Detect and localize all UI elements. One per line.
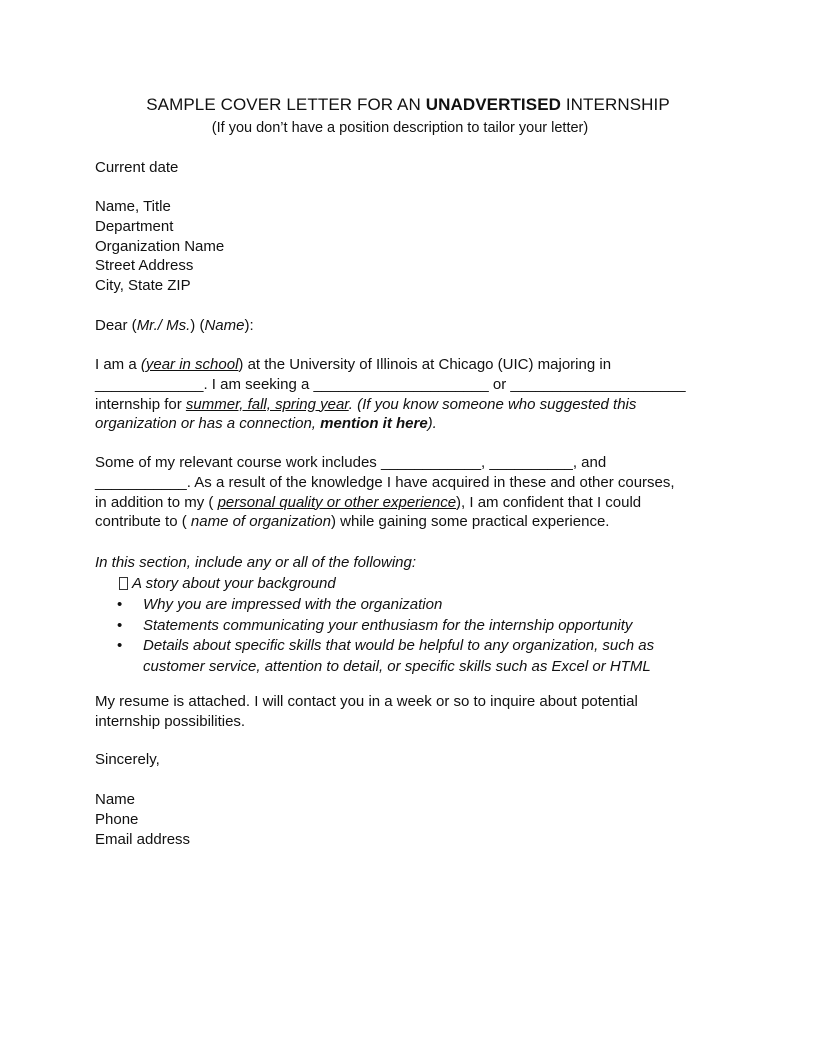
- text: in addition to my (: [95, 493, 218, 511]
- year-in-school-placeholder: (year in school: [140, 356, 239, 373]
- signoff: Sincerely,: [95, 751, 160, 768]
- paragraph-coursework: [95, 453, 675, 532]
- list-item-text: Statements communicating your enthusiasm for the internship opportunity: [143, 616, 633, 634]
- text: I am a: [95, 356, 141, 373]
- signature-line: Phone: [95, 810, 139, 828]
- document-title: [0, 95, 816, 115]
- paragraph-line: [95, 493, 675, 513]
- salutation-honorific: Mr./ Ms.: [136, 317, 191, 334]
- address-line: Name, Title: [95, 198, 171, 215]
- salutation-text: ) (: [190, 317, 205, 334]
- list-item-text: [119, 574, 336, 595]
- title-text-end: INTERNSHIP: [561, 95, 670, 114]
- personal-quality-placeholder: personal quality or other experience: [217, 493, 457, 511]
- address-line: City, State ZIP: [95, 277, 191, 295]
- bullet-icon: •: [117, 616, 123, 634]
- paragraph-line: Some of my relevant course work includes ____________, __________, and: [95, 454, 607, 471]
- text: organization or has a connection,: [95, 415, 321, 433]
- organization-placeholder: name of organization: [190, 513, 331, 531]
- list-item-text: Why you are impressed with the organization: [143, 595, 443, 613]
- date-line: Current date: [95, 159, 179, 176]
- section-intro: In this section, include any or all of the following:: [95, 554, 417, 571]
- missing-glyph-icon: [119, 577, 128, 590]
- signature-line: Email address: [95, 830, 191, 848]
- list-item-text: Details about specific skills that would be helpful to any organization, such as: [143, 637, 655, 655]
- document-subtitle: (If you don’t have a position description to tailor your letter): [211, 120, 589, 136]
- signature-block: [95, 790, 190, 849]
- signature-line: Name: [95, 791, 136, 808]
- paragraph-line: [95, 512, 675, 532]
- text: A story about your background: [132, 575, 336, 592]
- bullet-icon: •: [117, 595, 123, 613]
- salutation: [95, 316, 254, 336]
- paragraph-line: My resume is attached. I will contact you in a week or so to inquire about potential: [95, 693, 638, 710]
- salutation-name: Name: [204, 317, 245, 334]
- paragraph-line: [95, 414, 686, 434]
- mention-emphasis: mention it here: [320, 415, 428, 433]
- paragraph-line: internship possibilities.: [95, 712, 246, 730]
- list-item-text: customer service, attention to detail, or specific skills such as Excel or HTML: [143, 658, 651, 676]
- paragraph-intro: [95, 355, 686, 434]
- bullet-icon: •: [117, 637, 123, 655]
- paragraph-line: ___________. As a result of the knowledge I have acquired in these and other courses,: [95, 473, 675, 491]
- address-line: Organization Name: [95, 237, 225, 255]
- text: ).: [427, 415, 437, 433]
- paragraph-line: [95, 395, 686, 415]
- text: ), I am confident that I could: [456, 493, 642, 511]
- address-line: Department: [95, 217, 174, 235]
- season-placeholder: summer, fall, spring year: [185, 395, 349, 413]
- paragraph-closing: [95, 692, 638, 732]
- text: contribute to (: [95, 513, 191, 531]
- salutation-text: Dear (: [95, 317, 137, 334]
- address-line: Street Address: [95, 257, 194, 275]
- salutation-text: ):: [244, 317, 254, 334]
- title-text-start: SAMPLE COVER LETTER FOR AN: [146, 95, 426, 114]
- title-emphasis: UNADVERTISED: [425, 95, 562, 114]
- paragraph-line: [95, 355, 686, 375]
- text: ) at the University of Illinois at Chicago (UIC) majoring in: [238, 356, 612, 373]
- text: internship for: [95, 395, 186, 413]
- recipient-address: [95, 197, 224, 296]
- text: ) while gaining some practical experience.: [330, 513, 610, 531]
- text: . (If you know someone who suggested this: [348, 395, 637, 413]
- paragraph-line: _____________. I am seeking a _____________________ or _____________________: [95, 375, 686, 393]
